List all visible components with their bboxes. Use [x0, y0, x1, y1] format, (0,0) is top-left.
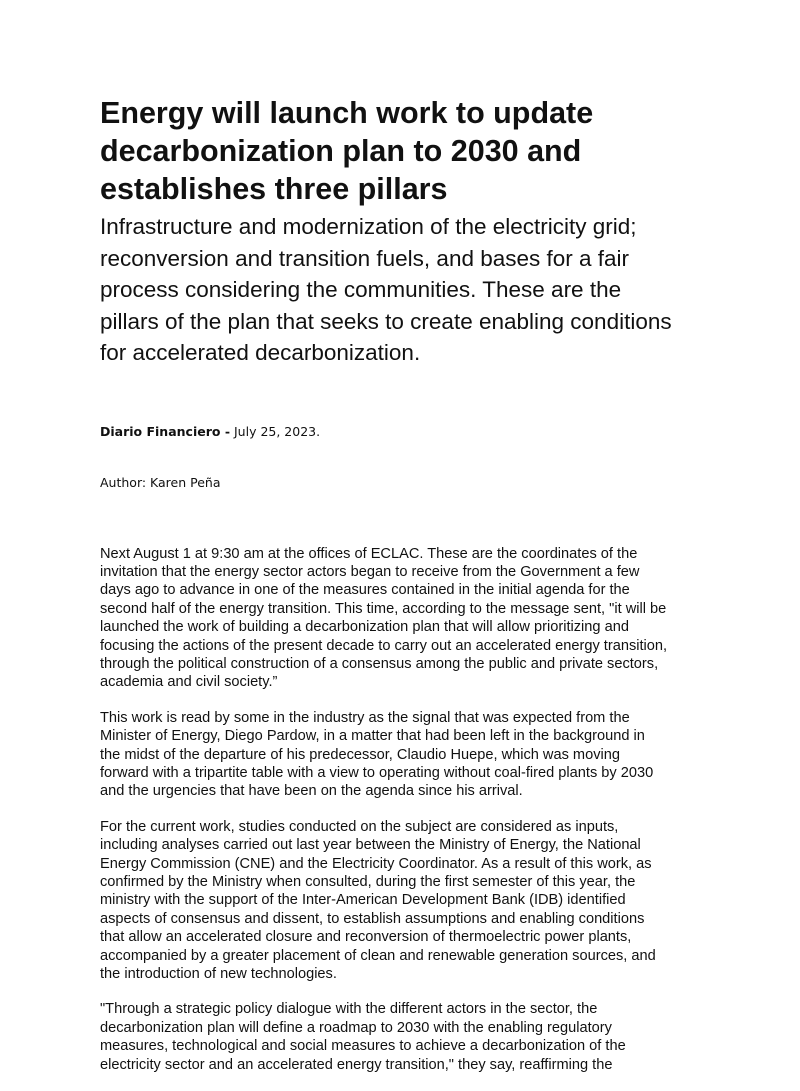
- author: Author: Karen Peña: [100, 474, 221, 490]
- article-subtitle: Infrastructure and modernization of the electricity grid; reconversion and transition fuels, and bases for a fair process considering the communities. These are the pillars of the plan that seeks to create enabling conditions for accelerated decarbonization.: [100, 214, 672, 365]
- article-body: [100, 545, 780, 1075]
- paragraph: This work is read by some in the industry as the signal that was expected from the Minister of Energy, Diego Pardow, in a matter that had been left in the background in the midst of the departure of his predecessor, Claudio Huepe, which was moving forward with a tripartite table with a view to operating without coal-fired plants by 2030 and the urgencies that have been on the agenda since his arrival.: [100, 709, 654, 800]
- source-name: Diario Financiero -: [100, 423, 231, 439]
- paragraph: Next August 1 at 9:30 am at the offices of ECLAC. These are the coordinates of the invitation that the energy sector actors began to receive from the Government a few days ago to advance in one of the measures contained in the initial agenda for the second half of the energy transition. This time, according to the message sent, "it will be launched the work of building a decarbonization plan that will allow prioritizing and focusing the actions of the present decade to carry out an accelerated energy transition, through the political construction of a consensus among the public and private sectors, academia and civil society.”: [100, 545, 668, 691]
- publish-date: July 25, 2023.: [230, 423, 321, 439]
- article-meta: [100, 389, 780, 525]
- source-line: [100, 423, 780, 440]
- paragraph: "Through a strategic policy dialogue with the different actors in the sector, the decarbonization plan will define a roadmap to 2030 with the enabling regulatory measures, technological and social measures to achieve a decarbonization of the electricity sector and an accelerated energy transition," they say, reaffirming the: [100, 1001, 626, 1073]
- article-title: Energy will launch work to update decarbonization plan to 2030 and establishes three pillars: [100, 96, 594, 206]
- paragraph: For the current work, studies conducted on the subject are considered as inputs, including analyses carried out last year between the Ministry of Energy, the National Energy Commission (CNE) and the Electricity Coordinator. As a result of this work, as confirmed by the Ministry when consulted, during the first semester of this year, the ministry with the support of the Inter-American Development Bank (IDB) identified aspects of consensus and dissent, to establish assumptions and enabling conditions that allow an accelerated closure and reconversion of thermoelectric power plants, accompanied by a greater placement of clean and renewable generation sources, and the introduction of new technologies.: [100, 818, 656, 983]
